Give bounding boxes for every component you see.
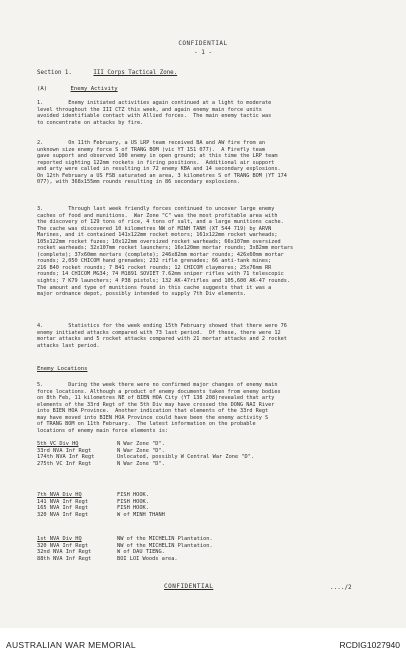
unit-row	[37, 512, 165, 519]
unit-location: FISH HOOK.	[117, 492, 149, 498]
subsection-heading	[37, 86, 118, 92]
paragraph-2: 2. On 11th February, a US LRP team received BA and AW fire from an unknown size enemy force S of TRANG BOM (vic YT 151 077). A Firefly team gave support and observed 100 enemy in open ground; at this time the LRP team reported sighting 122mm rockets in firing positions. Additional air support and arty were called in resulting in 72 enemy KBA and 14 secondary explosions. On 12th February a US FSB saturated an area, 3 kilometres S of TRANG BOM (YT 174 077), with 368x155mm rounds resulting in 86 secondary explosions.	[37, 140, 287, 186]
unit-name: 88th NVA Inf Regt	[37, 555, 92, 562]
unit-group-3	[37, 536, 213, 562]
paragraph-4: 4. Statistics for the week ending 15th February showed that there were 76 enemy initiated attacks compared with 73 last period. Of these, there were 12 mortar attacks and 5 rocket attacks compared with 21 mortar attacks and 2 rocket attacks last period.	[37, 323, 287, 349]
unit-group-2	[37, 492, 165, 518]
unit-location: N War Zone "D".	[117, 441, 165, 447]
page-number: - 1 -	[193, 49, 213, 56]
unit-row	[37, 461, 254, 468]
footer-classification: CONFIDENTIAL	[164, 583, 214, 590]
unit-row	[37, 448, 254, 455]
unit-location: W of DAU TIENG.	[117, 549, 165, 556]
header-classification: CONFIDENTIAL	[178, 40, 228, 47]
unit-location: N War Zone "D".	[117, 447, 165, 454]
unit-name: 141 NVA Inf Regt	[37, 498, 89, 505]
unit-row	[37, 505, 165, 512]
unit-group-1	[37, 441, 254, 467]
unit-name: 7th NVA Div HQ	[37, 492, 82, 498]
unit-row	[37, 549, 213, 556]
unit-name: 174th NVA Inf Regt	[37, 454, 95, 461]
unit-name: 33rd NVA Inf Regt	[37, 447, 92, 454]
unit-location: FISH HOOK.	[117, 505, 149, 512]
archive-name: AUSTRALIAN WAR MEMORIAL	[6, 640, 136, 650]
unit-location: FISH HOOK.	[117, 498, 149, 505]
unit-row	[37, 454, 254, 461]
unit-location: Unlocated, possibly W Central War Zone "D".	[117, 454, 255, 461]
unit-location: BOI LOI Woods area.	[117, 555, 178, 562]
unit-name: 320 NVA Inf Regt	[37, 542, 89, 549]
unit-location: NW of the MICHELIN Plantation.	[117, 536, 213, 542]
unit-row	[37, 536, 213, 543]
archive-record-id: RCDIG1027940	[339, 640, 400, 650]
continuation-marker: ..../2	[330, 584, 352, 591]
subsection-title: Enemy Activity	[70, 86, 118, 92]
unit-name: 275th VC Inf Regt	[37, 460, 92, 467]
section-heading	[37, 70, 177, 76]
unit-name: 5th VC Div HQ	[37, 441, 79, 447]
unit-location: W of MINH THANH	[117, 511, 165, 518]
unit-row	[37, 441, 254, 448]
unit-name: 165 NVA Inf Regt	[37, 505, 89, 512]
enemy-locations-heading: Enemy Locations	[37, 366, 88, 372]
unit-name: 1st NVA Div HQ	[37, 536, 82, 542]
subsection-label: (A)	[37, 86, 48, 92]
unit-row	[37, 499, 165, 506]
section-title: III Corps Tactical Zone.	[93, 70, 178, 76]
unit-name: 320 NVA Inf Regt	[37, 511, 89, 518]
section-number: Section 1.	[37, 70, 72, 76]
unit-row	[37, 492, 165, 499]
unit-row	[37, 556, 213, 563]
paragraph-3: 3. Through last week friendly forces continued to uncover large enemy caches of food and munitions. War Zone "C" was the most profitable area with the discovery of 129 tons of rice, 4 tons of salt, and a large munitions cache. The cache was discovered 10 kilometres NW of MINH TANH (XT 544 719) by ARVN Marines, and it contained 141x122mm rocket motors; 161x122mm rocket warheads; 105x122mm rocket fuzes; 10x122mm oversized rocket warheads; 66x107mm oversized rocket warheads; 32x107mm rocket launchers; 16x120mm mortar rounds; 3x82mm mortars (complete); 37x60mm mortars (complete); 246x82mm mortar rounds; 426x60mm mortar rounds; 2,050 CHICOM hand grenades; 232 rifle grenades; 66 anti-tank mines; 216 B40 rocket rounds; 7 B41 rocket rounds; 12 CHICOM claymores; 25x76mm RR rounds; 14 CHICOM MG34; 74 M1891 SOVIET 7.62mm sniper rifles with 71 telescopic sights; 7 K79 launchers; 4 P38 pistols; 132 AK-47rifles and 105,600 AK-47 rounds. The amount and type of munitions found in this cache suggests that it was a major ordnance depot, possibly intended to supply 7th Div elements.	[37, 206, 294, 298]
paragraph-5: 5. During the week there were no confirmed major changes of enemy main force locations. Although a product of enemy documents taken from enemy bodies on 8th Feb, 11 kilometres NE of BIEN HOA City (YT 138 208)revealed that arty elements of the 33rd Regt of the 5th Div may have crossed the DONG NAI River into BIEN HOA Province. Another indication that elements of the 33rd Regt may have moved into BIEN HOA Province could have been the enemy activity S of TRANG BOM on 11th February. The latest information on the probable locations of enemy main force elements is:	[37, 382, 281, 434]
unit-name: 32nd NVA Inf Regt	[37, 549, 92, 556]
unit-row	[37, 543, 213, 550]
paragraph-1: 1. Enemy initiated activities again continued at a light to moderate level throughout the III CTZ this week, and again enemy main force units avoided identifiable contact with Allied forces. The main enemy tactic was to concentrate on attacks by fire.	[37, 100, 272, 126]
unit-location: NW of the MICHELIN Plantation.	[117, 542, 213, 549]
unit-location: N War Zone "D".	[117, 460, 165, 467]
